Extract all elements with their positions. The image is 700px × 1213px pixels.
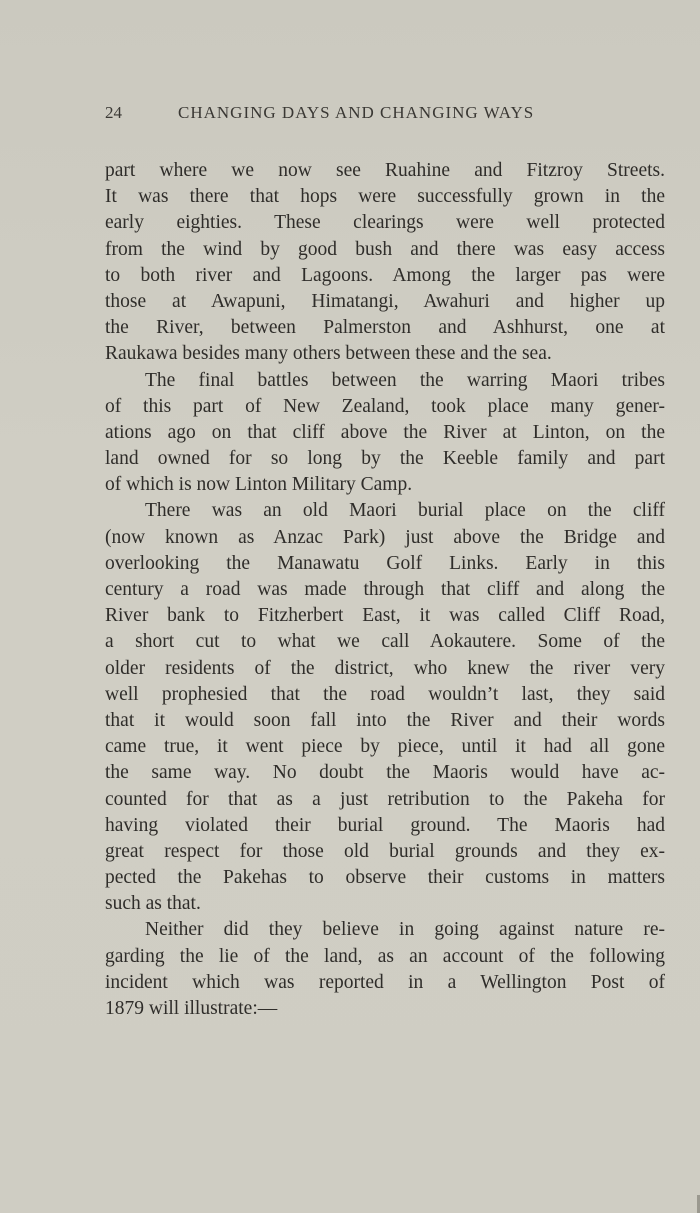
text-line: 1879 will illustrate:— — [105, 998, 278, 1019]
running-title: CHANGING DAYS AND CHANGING WAYS — [178, 103, 535, 122]
page-number: 24 — [105, 103, 122, 122]
text-line: to both river and Lagoons. Among the larger pas were — [105, 264, 665, 286]
text-line: a short cut to what we call Aokautere. Some of the — [105, 631, 665, 653]
running-head — [105, 103, 597, 129]
text-line: of this part of New Zealand, took place many gener- — [105, 395, 665, 417]
text-line: the River, between Palmerston and Ashhurst, one at — [105, 317, 665, 339]
text-line: older residents of the district, who knew the river very — [105, 657, 665, 679]
text-line: such as that. — [105, 893, 201, 915]
text-line: garding the lie of the land, as an account of the following — [105, 945, 665, 967]
text-line: counted for that as a just retribution to the Pakeha for — [105, 788, 665, 810]
text-line: incident which was reported in a Wellington Post of — [105, 971, 665, 993]
text-line: pected the Pakehas to observe their customs in matters — [105, 867, 665, 889]
text-line: early eighties. These clearings were well protected — [105, 212, 665, 234]
text-line: ations ago on that cliff above the River at Linton, on the — [105, 421, 665, 443]
text-line: that it would soon fall into the River and their words — [105, 709, 665, 731]
text-line: It was there that hops were successfully grown in the — [105, 186, 665, 208]
text-line: of which is now Linton Military Camp. — [105, 474, 413, 496]
text-line: The final battles between the warring Maori tribes — [145, 369, 665, 391]
text-line: (now known as Anzac Park) just above the Bridge and — [105, 526, 665, 548]
text-line: Neither did they believe in going against nature re- — [145, 919, 665, 941]
body-text — [105, 158, 665, 1022]
text-line: Raukawa besides many others between these and the sea. — [105, 343, 552, 365]
text-line: well prophesied that the road wouldn’t last, they said — [105, 683, 665, 705]
text-line: great respect for those old burial grounds and they ex- — [105, 840, 665, 862]
text-line: part where we now see Ruahine and Fitzroy Streets. — [105, 160, 665, 181]
text-line: There was an old Maori burial place on the cliff — [145, 500, 665, 522]
text-line: having violated their burial ground. The Maoris had — [105, 814, 665, 836]
text-line: came true, it went piece by piece, until it had all gone — [105, 736, 665, 758]
text-line: those at Awapuni, Himatangi, Awahuri and higher up — [105, 290, 665, 312]
text-line: century a road was made through that cliff and along the — [105, 579, 665, 600]
text-line: land owned for so long by the Keeble family and part — [105, 448, 665, 470]
text-line: River bank to Fitzherbert East, it was called Cliff Road, — [105, 605, 665, 627]
text-line: the same way. No doubt the Maoris would have ac- — [105, 762, 665, 784]
text-line: overlooking the Manawatu Golf Links. Early in this — [105, 552, 665, 574]
text-line: from the wind by good bush and there was easy access — [105, 238, 665, 260]
